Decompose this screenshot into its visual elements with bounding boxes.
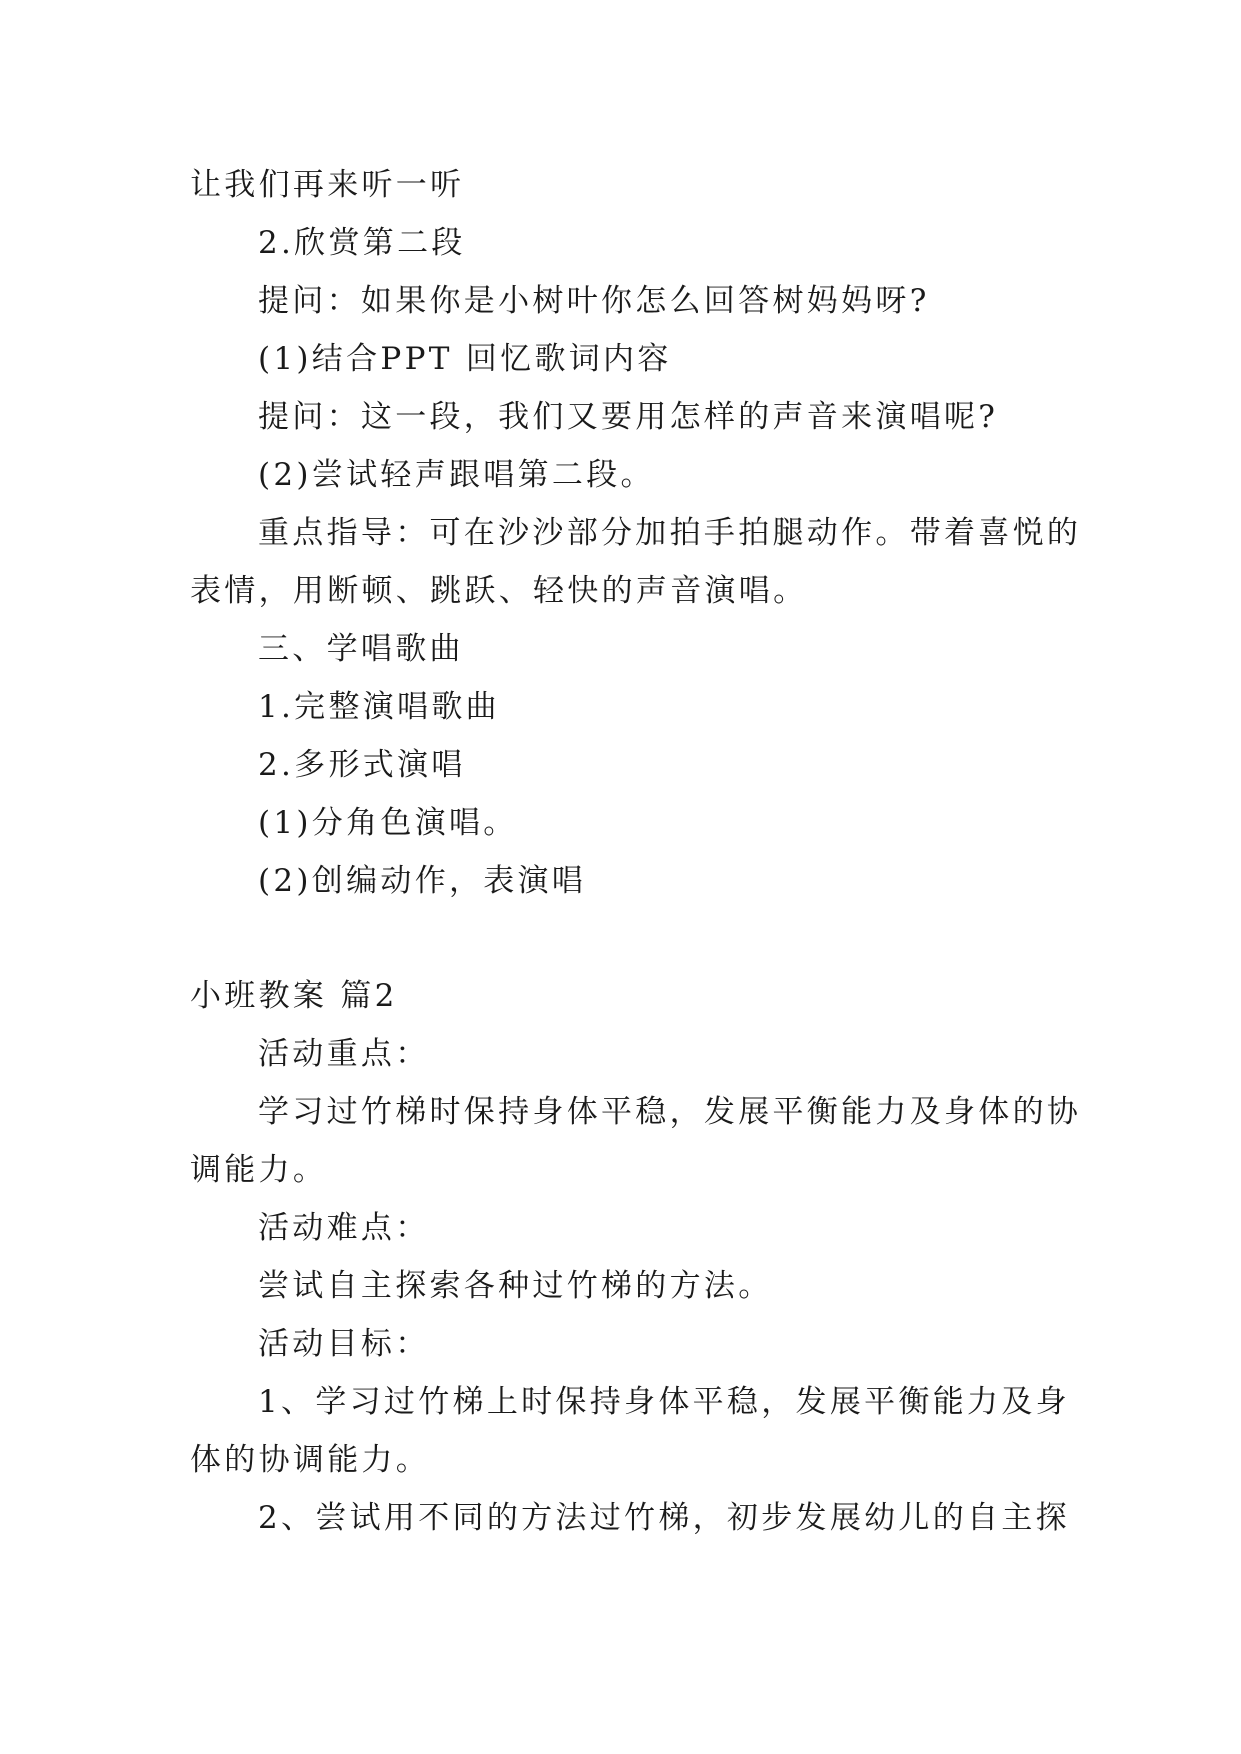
text-line-6: (2)尝试轻声跟唱第二段。	[258, 457, 655, 493]
text-line-21: 1、学习过竹梯上时保持身体平稳，发展平衡能力及身	[258, 1384, 1070, 1420]
text-line-10: 1.完整演唱歌曲	[258, 689, 500, 725]
text-line-9: 三、学唱歌曲	[258, 631, 464, 667]
text-line-3: 提问：如果你是小树叶你怎么回答树妈妈呀?	[258, 283, 930, 319]
text-line-4: (1)结合PPT 回忆歌词内容	[258, 341, 672, 377]
section-heading: 小班教案 篇2	[190, 978, 398, 1014]
text-line-19: 尝试自主探索各种过竹梯的方法。	[258, 1268, 773, 1304]
text-line-13: (2)创编动作，表演唱	[258, 863, 587, 899]
text-line-17: 调能力。	[190, 1152, 328, 1188]
text-line-2: 2.欣赏第二段	[258, 225, 466, 261]
text-line-18: 活动难点：	[258, 1210, 430, 1246]
text-line-8: 表情，用断顿、跳跃、轻快的声音演唱。	[190, 573, 808, 609]
text-line-16: 学习过竹梯时保持身体平稳，发展平衡能力及身体的协	[258, 1094, 1082, 1130]
text-line-11: 2.多形式演唱	[258, 747, 466, 783]
text-line-20: 活动目标：	[258, 1326, 430, 1362]
text-line-5: 提问：这一段，我们又要用怎样的声音来演唱呢?	[258, 399, 999, 435]
text-line-1: 让我们再来听一听	[190, 167, 465, 203]
text-line-23: 2、尝试用不同的方法过竹梯，初步发展幼儿的自主探	[258, 1500, 1070, 1536]
text-line-22: 体的协调能力。	[190, 1442, 431, 1478]
text-line-12: (1)分角色演唱。	[258, 805, 518, 841]
text-line-7: 重点指导：可在沙沙部分加拍手拍腿动作。带着喜悦的	[258, 515, 1082, 551]
text-line-15: 活动重点：	[258, 1036, 430, 1072]
